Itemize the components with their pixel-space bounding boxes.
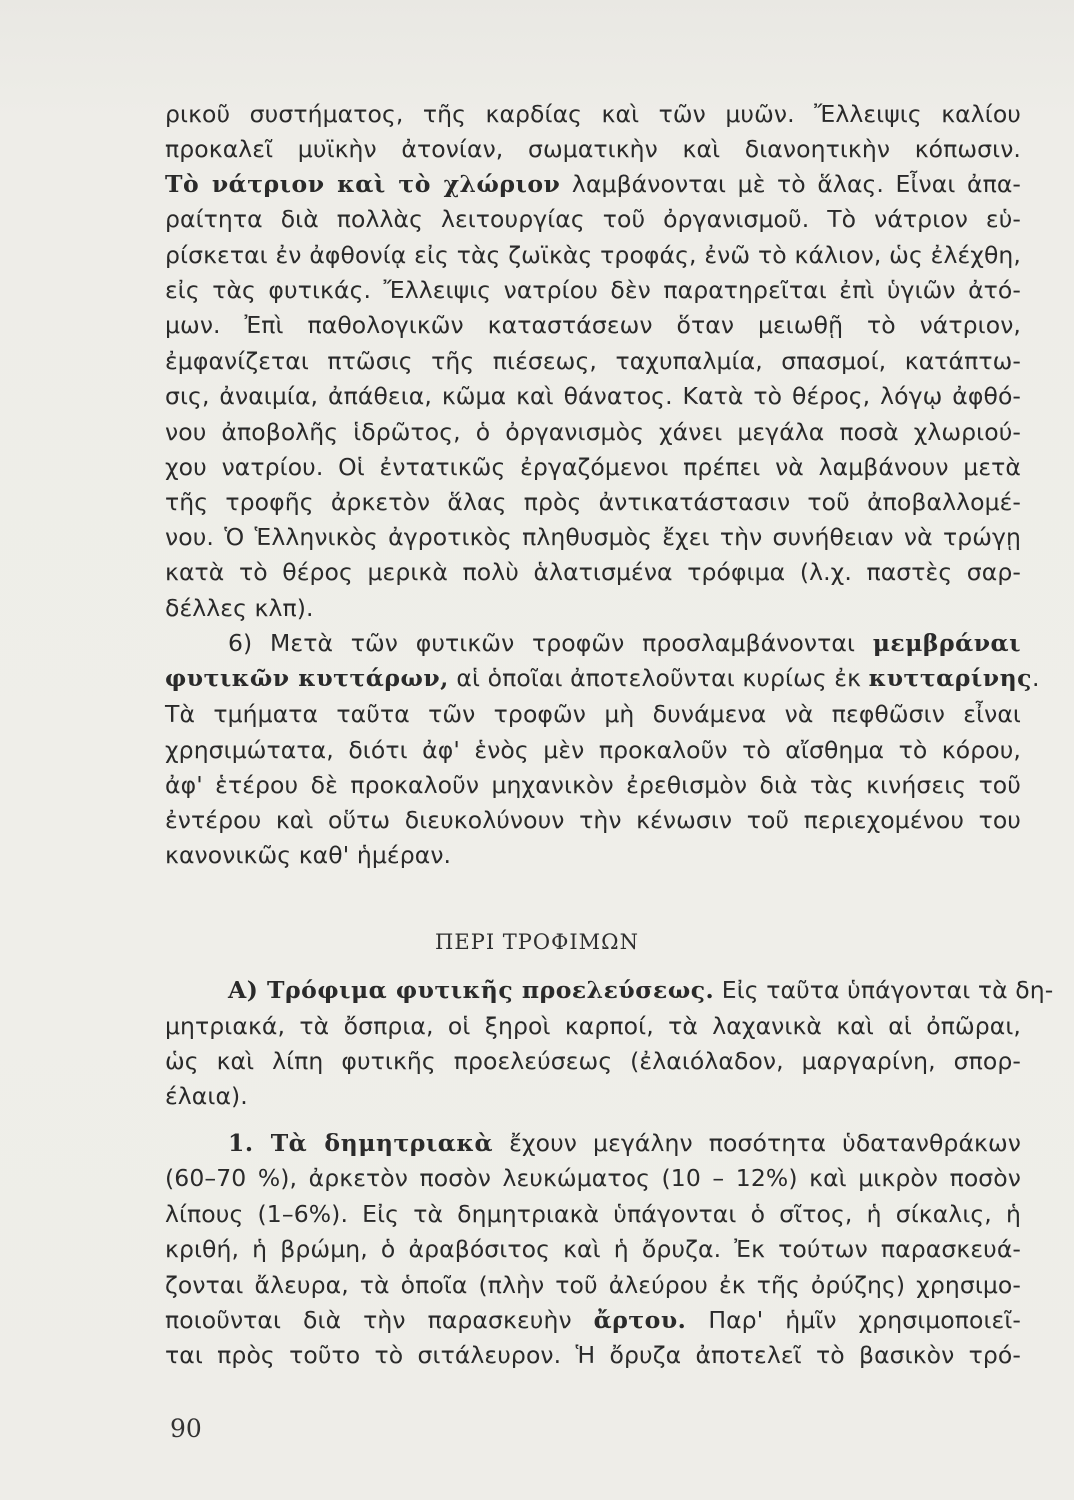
text-segment: χρησιμώτατα, διότι ἀφ' ἑνὸς μὲν προκαλοῦν τὸ αἴσθημα τὸ κόρου, xyxy=(165,736,1021,764)
bold-term: κυτταρίνης xyxy=(868,664,1032,692)
text-line xyxy=(165,414,1021,450)
text-segment: ποιοῦνται διὰ τὴν παρασκευὴν xyxy=(165,1306,594,1334)
text-segment: νου. Ὁ Ἑλληνικὸς ἀγροτικὸς πληθυσμὸς ἔχει τὴν συνήθειαν νὰ τρώγῃ xyxy=(165,523,1021,551)
text-line xyxy=(165,732,1021,768)
text-segment: ἐντέρου καὶ οὕτω διευκολύνουν τὴν κένωσιν τοῦ περιεχομένου του xyxy=(165,806,1021,834)
text-line xyxy=(165,307,1021,343)
text-segment: προκαλεῖ μυϊκὴν ἀτονίαν, σωματικὴν καὶ διανοητικὴν κόπωσιν. xyxy=(165,135,1021,163)
text-segment: Τὰ τμήματα ταῦτα τῶν τροφῶν μὴ δυνάμενα νὰ πεφθῶσιν εἶναι xyxy=(165,700,1021,728)
text-line xyxy=(165,1231,1021,1267)
text-segment: ἐμφανίζεται πτῶσις τῆς πιέσεως, ταχυπαλμία, σπασμοί, κατάπτω- xyxy=(165,347,1021,375)
text-line xyxy=(165,519,1021,555)
text-segment: 6) Μετὰ τῶν φυτικῶν τροφῶν προσλαμβάνονται xyxy=(228,629,873,657)
text-line xyxy=(165,96,1021,132)
text-line xyxy=(165,554,1021,590)
text-segment: λίπους (1–6%). Εἰς τὰ δημητριακὰ ὑπάγονται ὁ σῖτος, ἡ σίκαλις, ἡ xyxy=(165,1200,1021,1228)
page-number: 90 xyxy=(170,1414,202,1443)
text-line xyxy=(165,660,1040,696)
text-segment: Παρ' ἡμῖν χρησιμοποιεῖ- xyxy=(686,1306,1021,1334)
bold-term: Τὸ νάτριον καὶ τὸ χλώριον xyxy=(165,170,561,198)
text-line xyxy=(165,590,1021,626)
section-heading: ΠΕΡΙ ΤΡΟΦΙΜΩΝ xyxy=(435,930,639,954)
text-line xyxy=(165,1078,1021,1114)
text-segment: ραίτητα διὰ πολλὰς λειτουργίας τοῦ ὀργανισμοῦ. Τὸ νάτριον εὑ- xyxy=(165,205,1021,233)
text-segment: κανονικῶς καθ' ἡμέραν. xyxy=(165,841,452,869)
text-segment: ρίσκεται ἐν ἀφθονίᾳ εἰς τὰς ζωϊκὰς τροφάς, ἐνῶ τὸ κάλιον, ὡς ἐλέχθη, xyxy=(165,241,1021,269)
text-segment: μητριακά, τὰ ὄσπρια, οἱ ξηροὶ καρποί, τὰ λαχανικὰ καὶ αἱ ὀπῶραι, xyxy=(165,1012,1021,1040)
text-line xyxy=(228,972,1054,1008)
text-segment: ρικοῦ συστήματος, τῆς καρδίας καὶ τῶν μυῶν. Ἔλλειψις καλίου xyxy=(165,100,1021,128)
text-segment: Εἰς ταῦτα ὑπάγονται τὰ δη- xyxy=(714,976,1054,1004)
text-line xyxy=(165,696,1021,732)
bold-term: μεμβράναι xyxy=(872,629,1021,657)
text-line xyxy=(165,449,1021,485)
text-segment: ἔχουν μεγάλην ποσότητα ὑδατανθράκων xyxy=(493,1129,1021,1157)
bold-term: 1. Τὰ δημητριακὰ xyxy=(228,1129,494,1157)
text-segment: τῆς τροφῆς ἀρκετὸν ἅλας πρὸς ἀντικατάστασιν τοῦ ἀποβαλλομέ- xyxy=(165,488,1021,516)
text-line xyxy=(165,1043,1021,1079)
text-line xyxy=(165,378,1021,414)
bold-term: ἄρτου. xyxy=(593,1306,687,1334)
text-line xyxy=(165,1008,1021,1044)
text-line xyxy=(165,802,1021,838)
text-line xyxy=(165,166,1021,202)
text-segment: ζονται ἄλευρα, τὰ ὁποῖα (πλὴν τοῦ ἀλεύρου ἐκ τῆς ὀρύζης) χρησιμο- xyxy=(165,1271,1021,1299)
text-segment: κριθή, ἡ βρώμη, ὁ ἀραβόσιτος καὶ ἡ ὄρυζα. Ἐκ τούτων παρασκευά- xyxy=(165,1235,1021,1263)
text-line xyxy=(228,1125,1021,1161)
text-line xyxy=(165,1196,1021,1232)
text-segment: ἀφ' ἑτέρου δὲ προκαλοῦν μηχανικὸν ἐρεθισμὸν διὰ τὰς κινήσεις τοῦ xyxy=(165,771,1021,799)
text-segment: χου νατρίου. Οἱ ἐντατικῶς ἐργαζόμενοι πρέπει νὰ λαμβάνουν μετὰ xyxy=(165,453,1021,481)
bold-term: Α) Τρόφιμα φυτικῆς προελεύσεως. xyxy=(228,976,715,1004)
text-segment: σις, ἀναιμία, ἀπάθεια, κῶμα καὶ θάνατος. Κατὰ τὸ θέρος, λόγῳ ἀφθό- xyxy=(165,382,1021,410)
text-segment: δέλλες κλπ). xyxy=(165,594,314,622)
text-line xyxy=(165,1160,1021,1196)
text-line xyxy=(165,1337,1021,1373)
text-line xyxy=(165,131,1021,167)
text-segment: μων. Ἐπὶ παθολογικῶν καταστάσεων ὅταν μειωθῇ τὸ νάτριον, xyxy=(165,311,1021,339)
text-segment: λαμβάνονται μὲ τὸ ἅλας. Εἶναι ἀπα- xyxy=(560,170,1021,198)
text-segment: ται πρὸς τοῦτο τὸ σιτάλευρον. Ἡ ὄρυζα ἀποτελεῖ τὸ βασικὸν τρό- xyxy=(165,1341,1021,1369)
text-segment: έλαια). xyxy=(165,1082,248,1110)
text-segment: (60–70 %), ἀρκετὸν ποσὸν λευκώματος (10 – 12%) καὶ μικρὸν ποσὸν xyxy=(165,1164,1021,1192)
text-segment: εἰς τὰς φυτικάς. Ἔλλειψις νατρίου δὲν παρατηρεῖται ἐπὶ ὑγιῶν ἀτό- xyxy=(165,276,1021,304)
text-line xyxy=(165,201,1021,237)
text-line xyxy=(165,272,1021,308)
text-segment: ὡς καὶ λίπη φυτικῆς προελεύσεως (ἐλαιόλαδον, μαργαρίνη, σπορ- xyxy=(165,1047,1021,1075)
text-line xyxy=(165,1267,1021,1303)
text-segment: νου ἀποβολῆς ἱδρῶτος, ὁ ὀργανισμὸς χάνει μεγάλα ποσὰ χλωριού- xyxy=(165,418,1021,446)
text-line xyxy=(165,237,1021,273)
text-line xyxy=(165,343,1021,379)
text-segment: αἱ ὁποῖαι ἀποτελοῦνται κυρίως ἐκ xyxy=(448,664,869,692)
text-line xyxy=(165,837,1021,873)
text-line xyxy=(165,767,1021,803)
text-line xyxy=(165,1302,1021,1338)
text-line xyxy=(165,484,1021,520)
text-line xyxy=(228,625,1021,661)
text-segment: κατὰ τὸ θέρος μερικὰ πολὺ ἁλατισμένα τρόφιμα (λ.χ. παστὲς σαρ- xyxy=(165,558,1021,586)
bold-term: φυτικῶν κυττάρων, xyxy=(165,664,449,692)
text-segment: . xyxy=(1031,664,1040,692)
